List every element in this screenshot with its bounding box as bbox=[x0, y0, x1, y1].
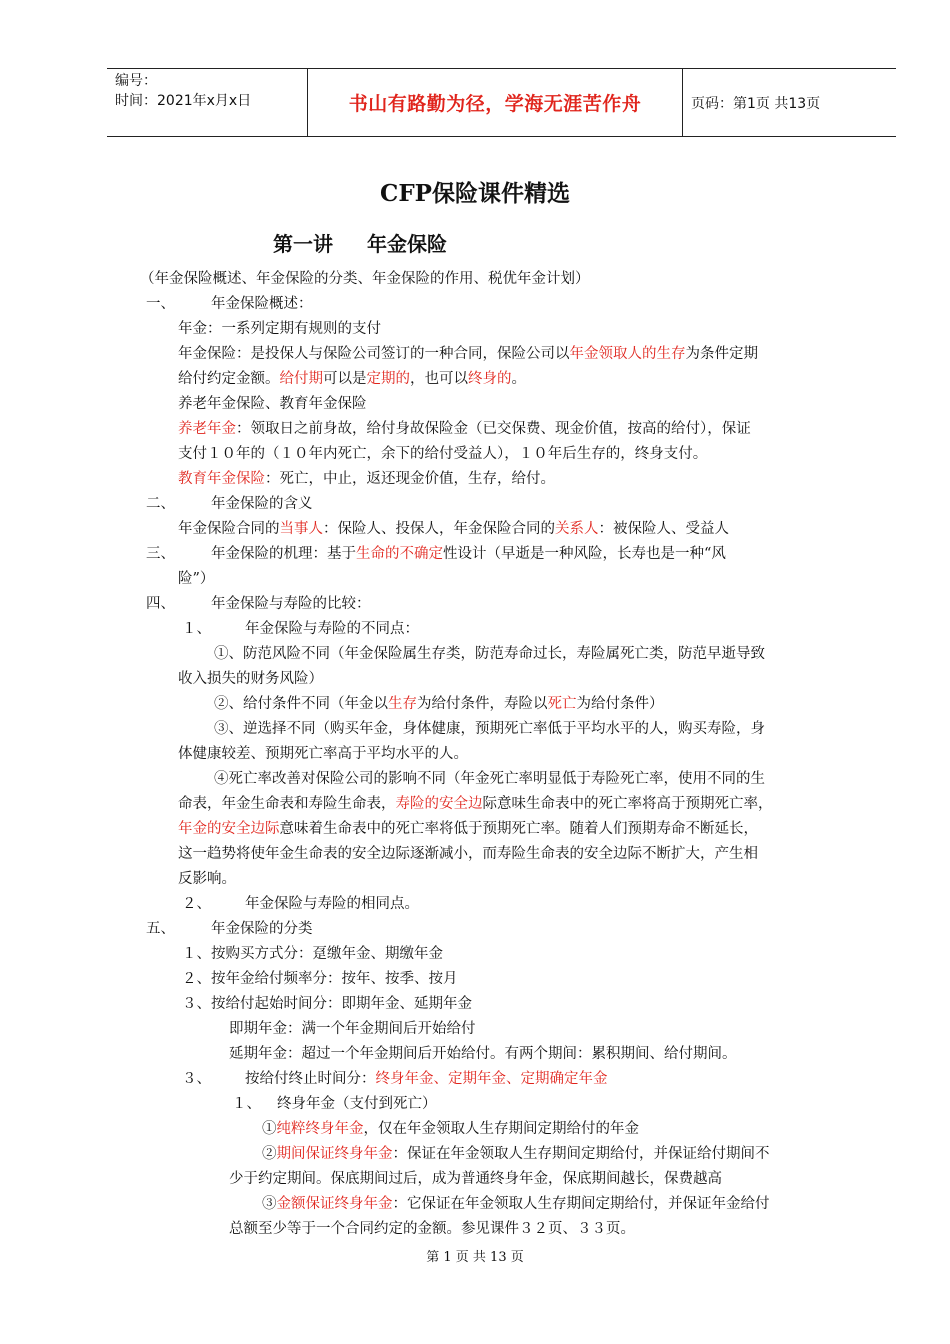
text-segment: 终身年金（支付到死亡） bbox=[277, 1096, 437, 1112]
body-line bbox=[182, 968, 458, 990]
body-line bbox=[232, 1093, 261, 1115]
text-segment: 年金保险的分类 bbox=[211, 921, 313, 937]
text-segment: ③、逆选择不同（购买年金，身体健康，预期死亡率低于平均水平的人，购买寿险，身 bbox=[214, 721, 765, 737]
text-segment: ④死亡率改善对保险公司的影响不同（年金死亡率明显低于寿险死亡率，使用不同的生 bbox=[214, 771, 765, 787]
body-line bbox=[182, 993, 472, 1015]
body-line bbox=[211, 493, 313, 515]
text-segment: １、按购买方式分：趸缴年金、期缴年金 bbox=[182, 946, 443, 962]
text-segment: 年金保险的含义 bbox=[211, 496, 313, 512]
text-segment: 这一趋势将使年金生命表的安全边际逐渐减小，而寿险生命表的安全边际不断扩大，产生相 bbox=[178, 846, 758, 862]
text-segment: 年金保险概述： bbox=[211, 296, 313, 312]
body-line bbox=[178, 343, 758, 365]
highlighted-text: 金额保证终身年金 bbox=[276, 1196, 393, 1212]
highlighted-text: 定期的 bbox=[366, 371, 410, 387]
body-line bbox=[140, 268, 590, 290]
text-segment: 反影响。 bbox=[178, 871, 236, 887]
text-segment: 体健康较差、预期死亡率高于平均水平的人。 bbox=[178, 746, 468, 762]
body-line bbox=[178, 818, 758, 840]
text-segment: 一、 bbox=[146, 296, 175, 312]
text-segment: 年金保险的机理：基于 bbox=[211, 546, 356, 562]
page-header bbox=[107, 68, 896, 137]
text-segment: ：死亡，中止，返还现金价值，生存，给付。 bbox=[265, 471, 555, 487]
page-footer: 第 1 页 共 13 页 bbox=[426, 1250, 524, 1265]
highlighted-text: 年金的安全边际 bbox=[178, 821, 280, 837]
header-meta bbox=[107, 69, 308, 136]
text-segment: 。 bbox=[511, 371, 526, 387]
body-line bbox=[146, 593, 175, 615]
text-segment: 给付约定金额。 bbox=[178, 371, 280, 387]
doc-number-label: 编号： bbox=[115, 73, 157, 89]
highlighted-text: 寿险的安全边 bbox=[395, 796, 483, 812]
highlighted-text: 当事人 bbox=[279, 521, 323, 537]
text-segment: 年金保险：是投保人与保险公司签订的一种合同，保险公司以 bbox=[178, 346, 570, 362]
text-segment: （年金保险概述、年金保险的分类、年金保险的作用、税优年金计划） bbox=[140, 271, 590, 287]
text-segment: ：被保险人、受益人 bbox=[598, 521, 729, 537]
highlighted-text: 年金领取人的生存 bbox=[569, 346, 686, 362]
body-line bbox=[211, 918, 313, 940]
highlighted-text: 死亡 bbox=[547, 696, 577, 712]
body-line bbox=[178, 568, 214, 590]
body-line bbox=[182, 943, 443, 965]
body-line bbox=[245, 618, 419, 640]
lecture-number: 第一讲 bbox=[273, 232, 333, 256]
body-line bbox=[146, 493, 175, 515]
text-segment: ①、防范风险不同（年金保险属生存类，防范寿命过长，寿险属死亡类，防范早逝导致 bbox=[214, 646, 765, 662]
text-segment: ２、按年金给付频率分：按年、按季、按月 bbox=[182, 971, 458, 987]
text-segment: 年金保险与寿险的相同点。 bbox=[245, 896, 419, 912]
highlighted-text: 给付期 bbox=[279, 371, 323, 387]
text-segment: 际意味生命表中的死亡率将高于预期死亡率， bbox=[482, 796, 773, 812]
highlighted-text: 生命的不确定 bbox=[356, 546, 443, 562]
body-line bbox=[178, 368, 526, 390]
text-segment: 为给付条件） bbox=[576, 696, 664, 712]
text-segment: ②、给付条件不同（年金以 bbox=[214, 696, 388, 712]
highlighted-text: 期间保证终身年金 bbox=[276, 1146, 393, 1162]
text-segment: 年金保险与寿险的不同点： bbox=[245, 621, 419, 637]
body-line bbox=[146, 293, 175, 315]
body-line bbox=[229, 1168, 722, 1190]
body-line bbox=[245, 1068, 608, 1090]
text-segment: ，仅在年金领取人生存期间定期给付的年金 bbox=[363, 1121, 639, 1137]
highlighted-text: 养老年金 bbox=[178, 421, 236, 437]
text-segment: ２、 bbox=[182, 896, 211, 912]
text-segment: 可以是 bbox=[323, 371, 367, 387]
body-line bbox=[178, 743, 468, 765]
text-segment: ：领取日之前身故，给付身故保险金（已交保费、现金价值，按高的给付），保证 bbox=[236, 421, 751, 437]
body-line bbox=[178, 518, 729, 540]
text-segment: １、 bbox=[232, 1096, 261, 1112]
text-segment: 五、 bbox=[146, 921, 175, 937]
lecture-heading bbox=[273, 228, 481, 257]
text-segment: 为给付条件，寿险以 bbox=[417, 696, 548, 712]
text-segment: 延期年金：超过一个年金期间后开始给付。有两个期间：累积期间、给付期间。 bbox=[229, 1046, 737, 1062]
body-line bbox=[182, 618, 211, 640]
body-line bbox=[211, 543, 726, 565]
text-segment: 少于约定期间。保底期间过后，成为普通终身年金，保底期间越长，保费越高 bbox=[229, 1171, 722, 1187]
header-motto: 书山有路勤为径，学海无涯苦作舟 bbox=[308, 69, 683, 136]
text-segment: ：它保证在年金领取人生存期间定期给付，并保证年金给付 bbox=[392, 1196, 770, 1212]
body-line bbox=[214, 768, 765, 790]
text-segment: 意味着生命表中的死亡率将低于预期死亡率。随着人们预期寿命不断延长， bbox=[279, 821, 758, 837]
text-segment: 三、 bbox=[146, 546, 175, 562]
text-segment: 险”） bbox=[178, 571, 215, 587]
text-segment: ３、按给付起始时间分：即期年金、延期年金 bbox=[182, 996, 472, 1012]
text-segment: 总额至少等于一个合同约定的金额。参见课件３２页、３３页。 bbox=[229, 1221, 635, 1237]
body-line bbox=[211, 293, 313, 315]
document-title: CFP保险课件精选 bbox=[380, 180, 570, 207]
body-line bbox=[214, 643, 765, 665]
text-segment: １、 bbox=[182, 621, 211, 637]
highlighted-text: 关系人 bbox=[555, 521, 599, 537]
body-line bbox=[214, 718, 765, 740]
body-line bbox=[178, 393, 367, 415]
highlighted-text: 生存 bbox=[388, 696, 417, 712]
text-segment: ：保证在年金领取人生存期间定期给付，并保证给付期间不 bbox=[392, 1146, 770, 1162]
text-segment: ，也可以 bbox=[410, 371, 468, 387]
text-segment: 年金保险与寿险的比较： bbox=[211, 596, 371, 612]
text-segment: 为条件定期 bbox=[685, 346, 758, 362]
text-segment: 二、 bbox=[146, 496, 175, 512]
text-segment: 性设计（早逝是一种风险，长寿也是一种“风 bbox=[443, 546, 726, 562]
text-segment: ① bbox=[262, 1121, 277, 1137]
text-segment: 年金保险合同的 bbox=[178, 521, 280, 537]
body-line bbox=[262, 1143, 770, 1165]
text-segment: 支付１０年的（１０年内死亡，余下的给付受益人），１０年后生存的，终身支付。 bbox=[178, 446, 708, 462]
header-page-info: 页码：第1页 共13页 bbox=[691, 95, 821, 112]
highlighted-text: 教育年金保险 bbox=[178, 471, 265, 487]
text-segment: ② bbox=[262, 1146, 277, 1162]
body-line bbox=[178, 793, 773, 815]
body-line bbox=[178, 868, 236, 890]
body-line bbox=[214, 693, 664, 715]
highlighted-text: 终身的 bbox=[468, 371, 512, 387]
body-line bbox=[178, 468, 555, 490]
body-line bbox=[211, 593, 371, 615]
body-line bbox=[178, 668, 323, 690]
body-line bbox=[146, 543, 175, 565]
doc-time: 时间：2021年x月x日 bbox=[115, 93, 252, 109]
body-line bbox=[229, 1218, 635, 1240]
body-line bbox=[178, 318, 381, 340]
text-segment: 命表，年金生命表和寿险生命表， bbox=[178, 796, 396, 812]
body-line bbox=[182, 893, 211, 915]
text-segment: 即期年金：满一个年金期间后开始给付 bbox=[229, 1021, 476, 1037]
highlighted-text: 纯粹终身年金 bbox=[276, 1121, 364, 1137]
body-line bbox=[178, 418, 751, 440]
text-segment: 收入损失的财务风险） bbox=[178, 671, 323, 687]
body-line bbox=[229, 1018, 476, 1040]
body-line bbox=[182, 1068, 211, 1090]
text-segment: ③ bbox=[262, 1196, 277, 1212]
body-line bbox=[229, 1043, 737, 1065]
text-segment: 养老年金保险、教育年金保险 bbox=[178, 396, 367, 412]
body-line bbox=[178, 843, 758, 865]
lecture-name: 年金保险 bbox=[367, 232, 447, 256]
body-line bbox=[262, 1193, 770, 1215]
text-segment: ：保险人、投保人，年金保险合同的 bbox=[323, 521, 555, 537]
text-segment: ３、 bbox=[182, 1071, 211, 1087]
highlighted-text: 终身年金、定期年金、定期确定年金 bbox=[375, 1071, 608, 1087]
text-segment: 四、 bbox=[146, 596, 175, 612]
body-line bbox=[146, 918, 175, 940]
body-line bbox=[245, 893, 419, 915]
text-segment: 年金：一系列定期有规则的支付 bbox=[178, 321, 381, 337]
body-line bbox=[277, 1093, 437, 1115]
body-line bbox=[262, 1118, 639, 1140]
text-segment: 按给付终止时间分： bbox=[245, 1071, 376, 1087]
body-line bbox=[178, 443, 707, 465]
